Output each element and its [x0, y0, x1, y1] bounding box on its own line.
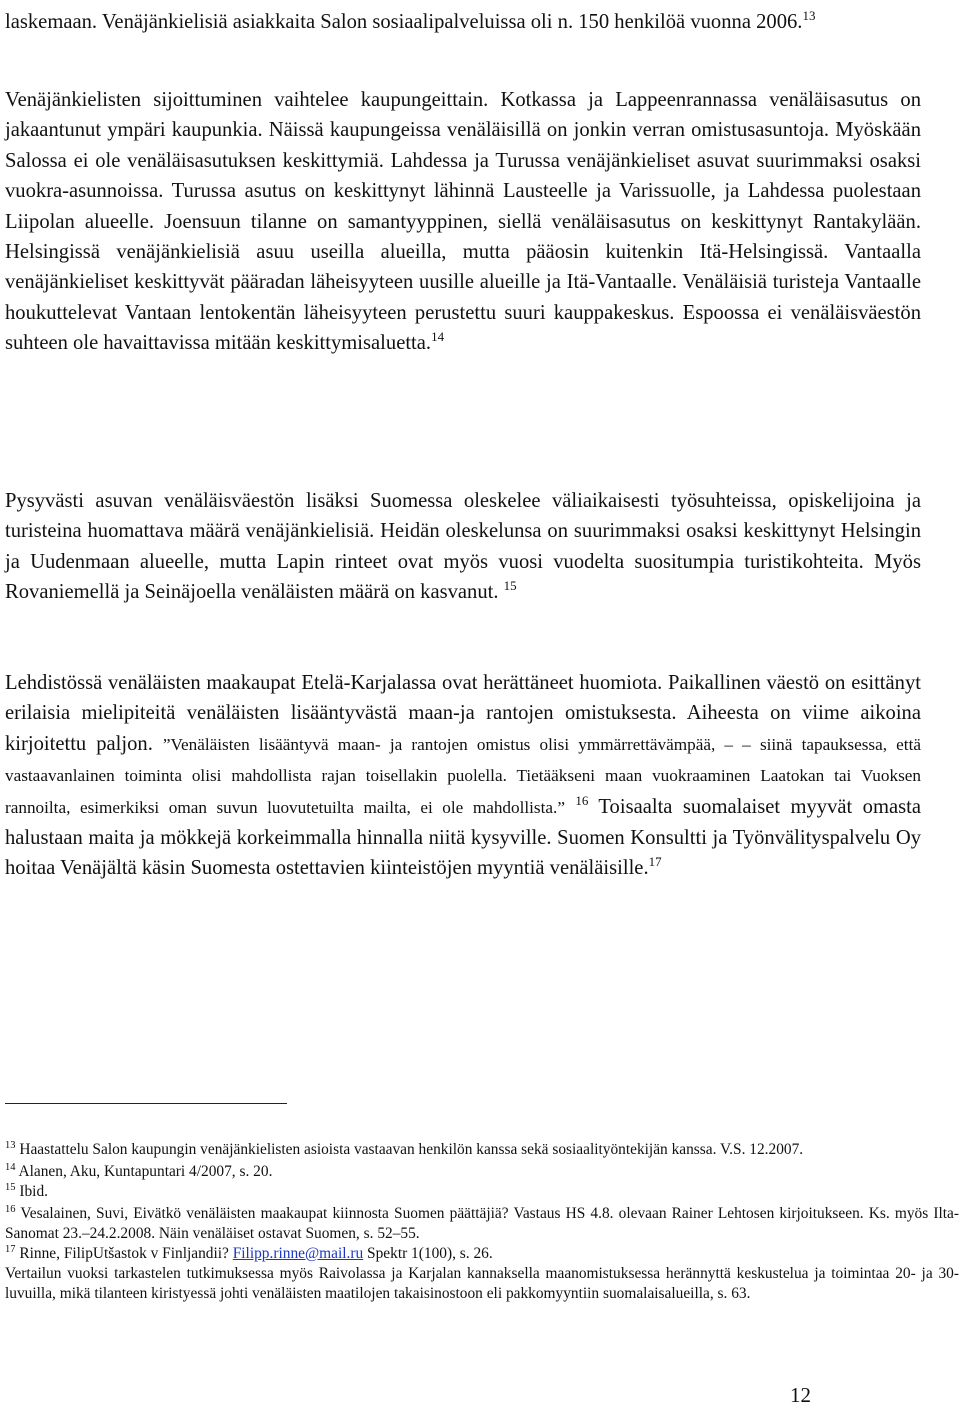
page-number: 12: [790, 1383, 811, 1407]
footnote-number: 14: [5, 1162, 16, 1174]
paragraph-text: Toisaalta suomalaiset myyvät omasta halustaan maita ja mökkejä korkeimmalla hinnalla niitä kysyville. Suomen Konsultti ja Työnvälityspalvelu Oy hoitaa Venäjältä käsin Suomesta ostettavien kiinteistöjen myyntiä venäläisille.: [5, 795, 921, 880]
footnote-13: [5, 1140, 959, 1160]
email-link[interactable]: Filipp.rinne@mail.ru: [232, 1245, 364, 1262]
paragraph-text: Lehdistössä venäläisten maakaupat Etelä-Karjalassa ovat herättäneet huomiota. Paikallinen väestö on esittänyt erilaisia mielipiteitä venäläisten lisääntyvästä maan-ja rantojen omistuksesta. Aiheesta on viime aikoina kirjoitettu paljon.: [5, 672, 921, 755]
footnote-17: [5, 1244, 959, 1264]
paragraph-text: laskemaan. Venäjänkielisiä asiakkaita Salon sosiaalipalveluissa oli n. 150 henkilöä vuonna 2006.: [5, 11, 803, 33]
footnote-separator: [5, 1103, 287, 1104]
footnote-ref-16[interactable]: 16: [575, 792, 589, 808]
footnote-15: [5, 1182, 959, 1202]
paragraph-text: Venäjänkielisten sijoittuminen vaihtelee kaupungeittain. Kotkassa ja Lappeenrannassa venäläisasutus on jakaantunut ympäri kaupunkia. Näissä kaupungeissa venäläisillä on jonkin verran omistusasuntoja. Myöskään Salossa ei ole venäläisasutuksen keskittymiä. Lahdessa ja Turussa venäjänkieliset asuvat suurimmaksi osaksi vuokra-asunnoissa. Turussa asutus on keskittynyt lähinnä Lausteelle ja Varissuolle, ja Lahdessa puolestaan Liipolan alueelle. Joensuun tilanne on samantyyppinen, siellä venäläisasutus on keskittynyt Rantakylään. Helsingissä venäjänkielisiä asuu useilla alueilla, mutta pääosin kuitenkin Itä-Helsingissä. Vantaalla venäjänkieliset keskittyvät pääradan läheisyyteen uusille alueille ja Itä-Vantaalle. Venäläisiä turisteja Vantaalle houkuttelevat Vantaan lentokentän läheisyyteen perustettu suuri kauppakeskus. Espoossa ei venäläisväestön suhteen ole havaittavissa mitään keskittymisaluetta.: [5, 89, 921, 355]
footnote-number: 13: [5, 1140, 16, 1152]
paragraph-land-purchases: [5, 668, 921, 884]
footnote-text: Spektr 1(100), s. 26.: [367, 1245, 493, 1262]
footnotes: [5, 1140, 959, 1304]
block-quote: ”Venäläisten lisääntyvä maan- ja rantojen omistus olisi ymmärrettävämpää, – – siinä tapauksessa, että vastaavanlainen toiminta olisi mahdollista rajan toisellakin puolella. Tietääkseni maan vuokraaminen Laatokan tai Vuoksen rannoilta, esimerkiksi oman suvun luovutetuilta mailta, ei ole mahdollista.”: [5, 734, 921, 817]
footnote-number: 16: [5, 1204, 16, 1216]
footnote-text: Haastattelu Salon kaupungin venäjänkielisten asioista vastaavan henkilön kanssa sekä sosiaalityöntekijän kanssa. V.S. 12.2007.: [19, 1141, 804, 1158]
footnote-ref-17[interactable]: 17: [648, 854, 662, 870]
footnote-text: Vesalainen, Suvi, Eivätkö venäläisten maakaupat kiinnosta Suomen päättäjiä? Vastaus HS 4.8. olevaan Rainer Lehtosen kirjoitukseen. Ks. myös Ilta-Sanomat 23.–24.2.2008. Näin venäläiset ostavat Suomen, s. 52–55.: [5, 1205, 959, 1242]
paragraph-salo-clients: [5, 7, 921, 37]
footnote-continuation: Vertailun vuoksi tarkastelen tutkimuksessa myös Raivolassa ja Karjalan kannaksella maanomistuksessa herännyttä keskustelua ja toimintaa 20- ja 30-luvuilla, mikä tilanteen kiristyessä johti venäläisten maatilojen takaisinostoon eli pakkomyyntiin suomalaisalueilla, s. 63.: [5, 1265, 959, 1302]
footnote-16: [5, 1204, 959, 1244]
footnote-text: Alanen, Aku, Kuntapuntari 4/2007, s. 20.: [18, 1163, 273, 1180]
footnote-text: Ibid.: [19, 1183, 48, 1200]
footnote-number: 15: [5, 1182, 16, 1194]
footnote-text: Rinne, FilipUtšastok v Finljandii?: [19, 1245, 229, 1262]
paragraph-settlement: [5, 85, 921, 359]
footnote-ref-13[interactable]: 13: [802, 7, 816, 23]
footnote-ref-15[interactable]: 15: [503, 578, 517, 594]
footnote-number: 17: [5, 1244, 16, 1256]
paragraph-text: Pysyvästi asuvan venäläisväestön lisäksi Suomessa oleskelee väliaikaisesti työsuhteissa, opiskelijoina ja turisteina huomattava määrä venäjänkielisiä. Heidän oleskelunsa on suurimmaksi osaksi keskittynyt Helsingin ja Uudenmaan alueelle, mutta Lapin rinteet ovat myös vuosi vuodelta suositumpia turistikohteita. Myös Rovaniemellä ja Seinäjoella venäläisten määrä on kasvanut.: [5, 490, 921, 604]
paragraph-temporary-residents: [5, 486, 921, 608]
footnote-14: [5, 1162, 959, 1182]
footnote-ref-14[interactable]: 14: [431, 329, 445, 345]
